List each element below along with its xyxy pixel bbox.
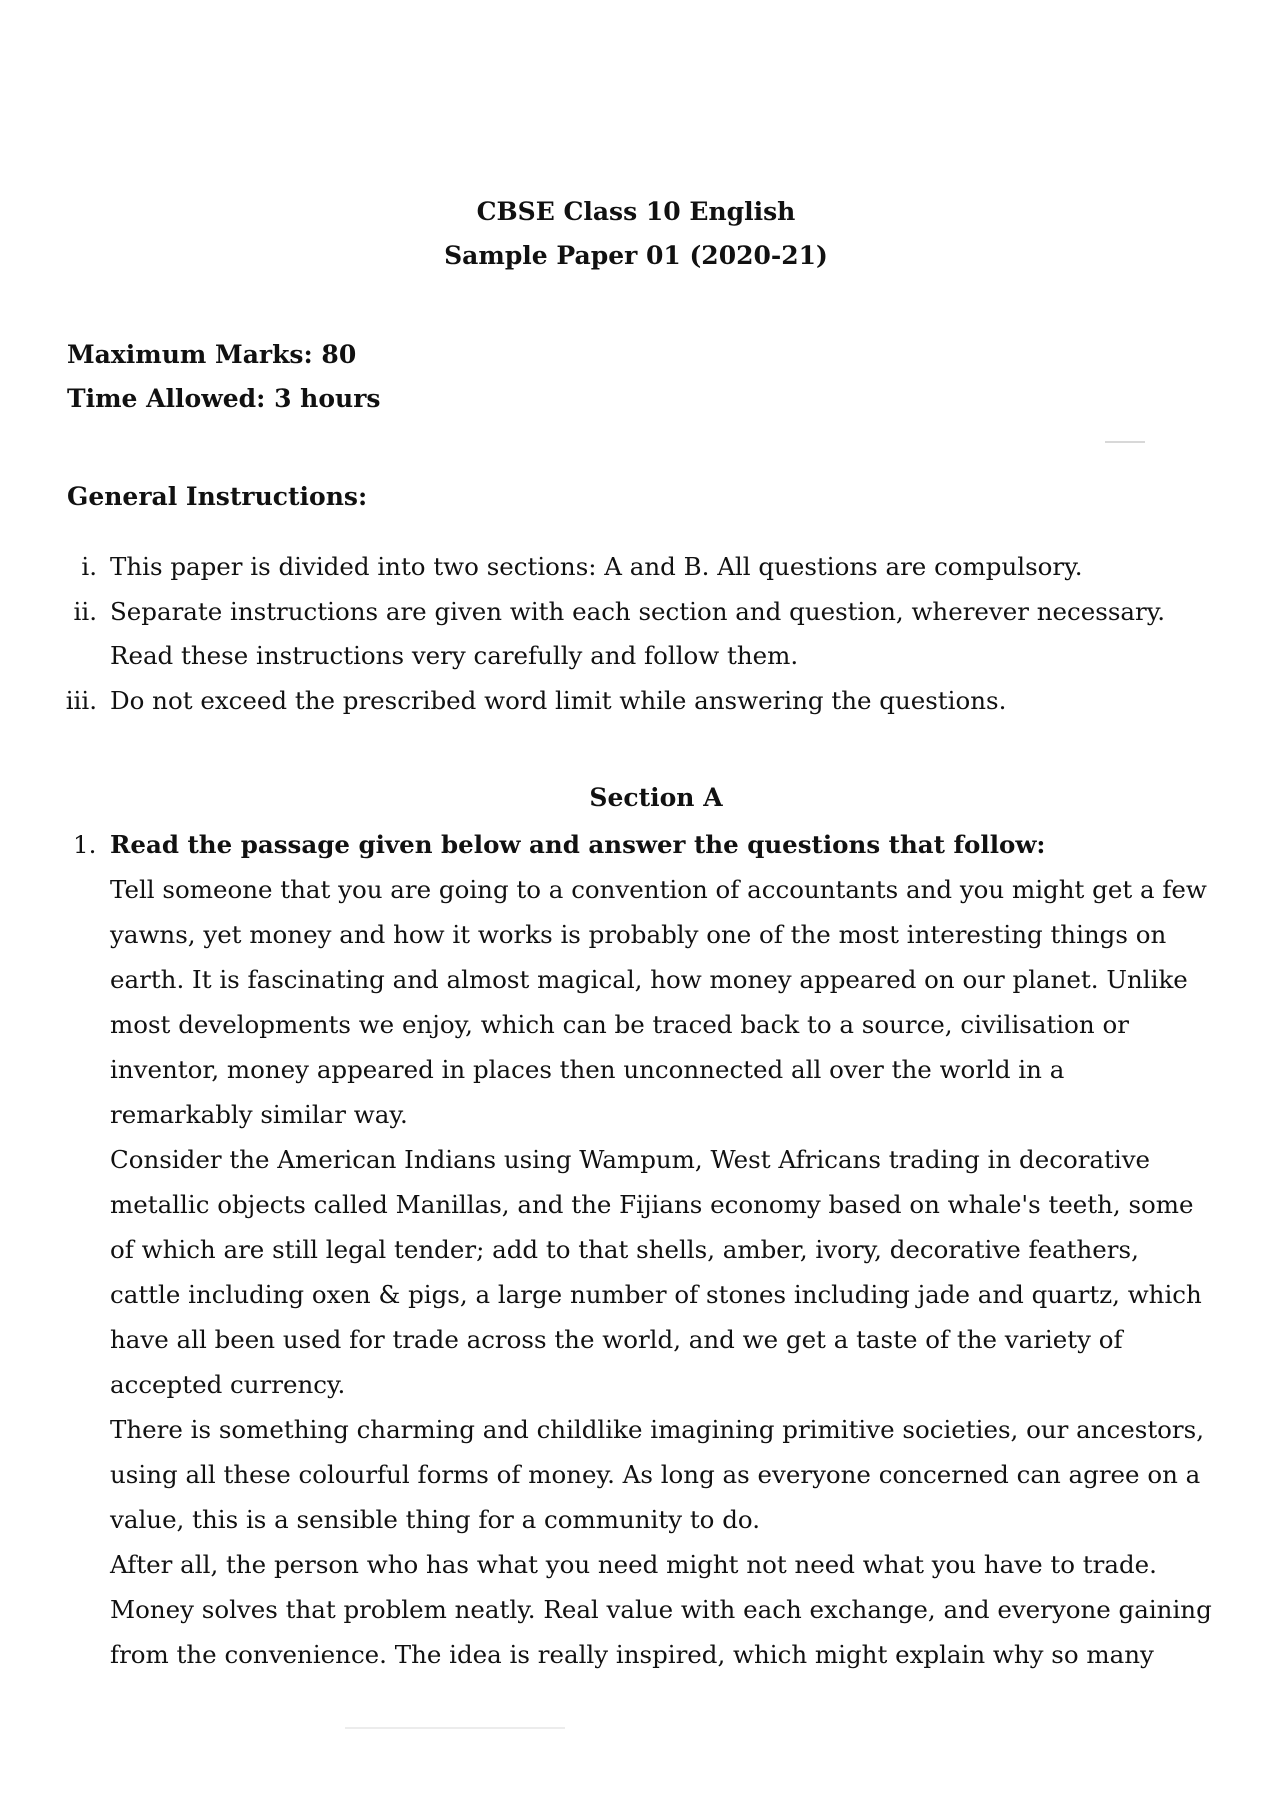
paper-subtitle: Sample Paper 01 (2020-21) [444,241,828,270]
section-a-heading: Section A [589,783,723,812]
instruction-line: Read these instructions very carefully and follow them. [110,641,799,670]
instruction-number: ii. [73,596,97,626]
instruction-line: Separate instructions are given with each section and question, wherever necessary. [110,596,1166,626]
instruction-item [0,590,1272,679]
instruction-line: This paper is divided into two sections: A and B. All questions are compulsory. [110,552,1083,581]
question-1 [0,822,1272,1677]
instruction-item [0,545,1272,590]
passage-paragraph: After all, the person who has what you need might not need what you have to trade. Money solves that problem neatly. Real value with each exchange, and everyone gaining from the convenience. The idea is really inspired, which might explain why so many [110,1550,1212,1669]
paper-meta [67,333,380,421]
question-prompt: Read the passage given below and answer the questions that follow: [110,830,1046,859]
question-number: 1. [73,830,97,859]
instruction-number: iii. [65,685,97,715]
instruction-item [0,679,1272,724]
instruction-line: Do not exceed the prescribed word limit while answering the questions. [110,685,1007,715]
passage-paragraph: There is something charming and childlike imagining primitive societies, our ancestors, using all these colourful forms of money. As long as everyone concerned can agree on a value, this is a sensible thing for a community to do. [110,1415,1204,1534]
time-allowed: Time Allowed: 3 hours [67,384,381,413]
instruction-number: i. [81,552,97,581]
reading-passage [0,867,1272,1677]
general-instructions-list [0,545,1272,723]
general-instructions-heading: General Instructions: [67,482,368,511]
passage-paragraph: Tell someone that you are going to a convention of accountants and you might get a few yawns, yet money and how it works is probably one of the most interesting things on earth. It is fascinating and almost magical, how money appeared on our planet. Unlike most developments we enjoy, which can be traced back to a source, civilisation or inventor, money appeared in places then unconnected all over the world in a remarkably similar way. [110,875,1207,1129]
scan-artifact [345,1727,565,1729]
paper-title: CBSE Class 10 English [476,197,796,226]
passage-paragraph: Consider the American Indians using Wampum, West Africans trading in decorative metallic objects called Manillas, and the Fijians economy based on whale's teeth, some of which are still legal tender; add to that shells, amber, ivory, decorative feathers, cattle including oxen & pigs, a large number of stones including jade and quartz, which have all been used for trade across the world, and we get a taste of the variety of accepted currency. [110,1145,1202,1399]
scan-artifact [1105,441,1145,443]
title-block [0,190,1272,278]
maximum-marks: Maximum Marks: 80 [67,340,357,369]
question-heading [0,822,1272,867]
